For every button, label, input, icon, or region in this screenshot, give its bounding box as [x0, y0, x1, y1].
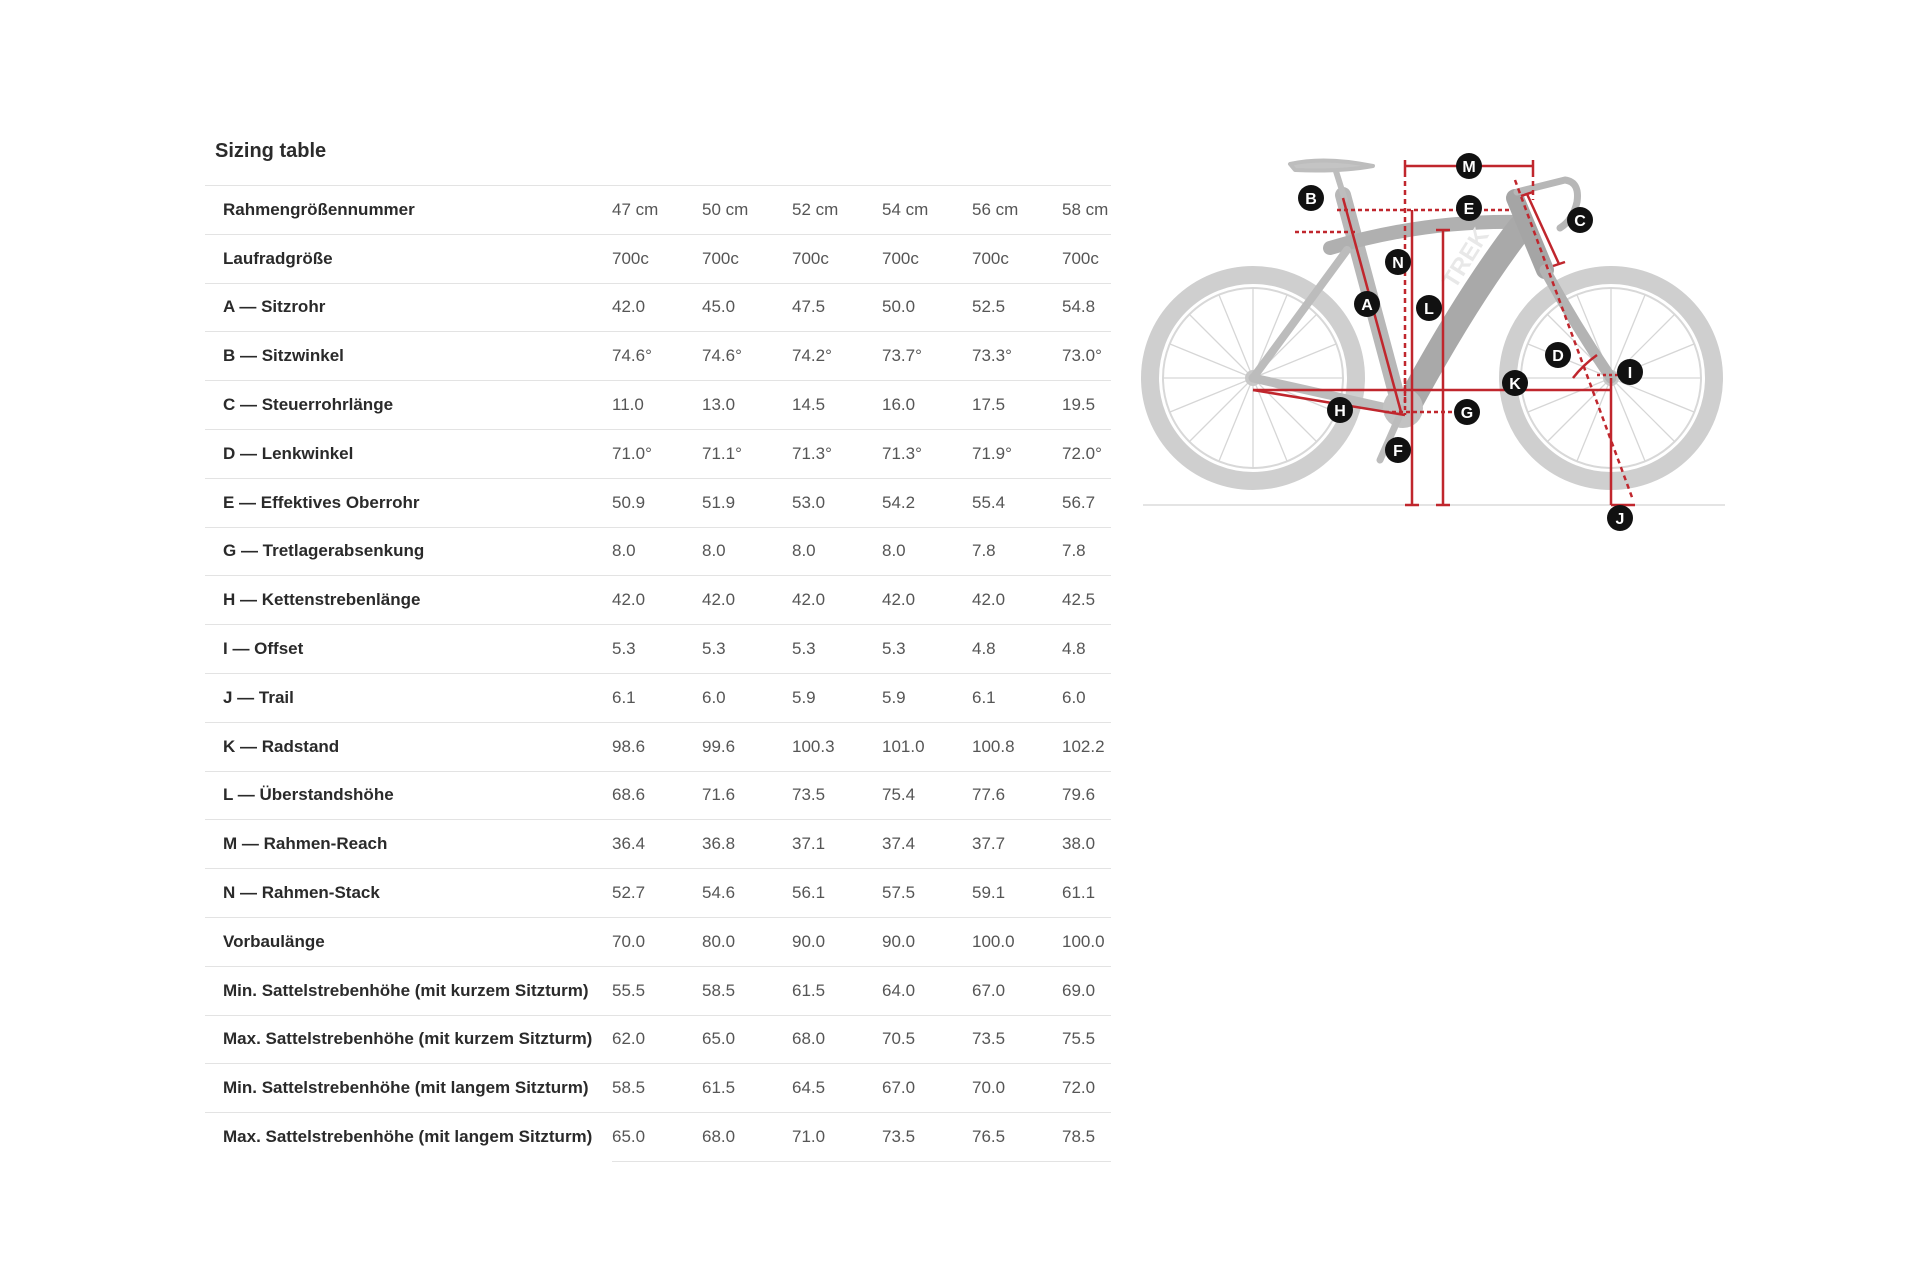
table-cell: 36.4 [612, 834, 646, 854]
table-cell: 42.0 [792, 590, 826, 610]
svg-text:G: G [1460, 405, 1474, 422]
table-cell: 7.8 [972, 541, 996, 561]
table-cell: 52.7 [612, 883, 646, 903]
table-cell: 71.1° [702, 443, 742, 463]
table-cell: 70.0 [612, 931, 646, 951]
row-label: B — Sitzwinkel [223, 346, 344, 366]
table-cell: 71.0 [792, 1113, 882, 1162]
table-cell: 76.5 [972, 1113, 1062, 1162]
table-cell: 42.0 [972, 590, 1006, 610]
table-cell: 50 cm [702, 199, 749, 219]
sizing-table [205, 185, 1111, 1162]
table-cell: 73.3° [972, 346, 1012, 366]
table-cell: 78.5 [1062, 1113, 1111, 1162]
table-cell: 98.6 [612, 736, 646, 756]
table-cell: 73.5 [792, 785, 826, 805]
row-label: D — Lenkwinkel [223, 443, 354, 463]
table-cell: 68.0 [792, 1029, 826, 1049]
table-cell: 5.9 [882, 687, 906, 707]
table-cell: 700c [792, 248, 829, 268]
svg-text:F: F [1393, 443, 1403, 460]
table-cell: 64.5 [792, 1078, 826, 1098]
marker-j [1607, 505, 1633, 531]
row-label: Min. Sattelstrebenhöhe (mit kurzem Sitzturm) [223, 980, 589, 1000]
table-row [205, 1064, 1111, 1113]
table-cell: 75.4 [882, 785, 916, 805]
table-cell: 56 cm [972, 199, 1019, 219]
row-label: A — Sitzrohr [223, 297, 326, 317]
table-cell: 19.5 [1062, 395, 1096, 415]
svg-text:B: B [1305, 191, 1317, 208]
svg-text:C: C [1574, 213, 1586, 230]
table-cell: 11.0 [612, 395, 644, 415]
row-label: M — Rahmen-Reach [223, 834, 388, 854]
svg-text:H: H [1334, 403, 1346, 420]
table-cell: 53.0 [792, 492, 826, 512]
table-cell: 59.1 [972, 883, 1006, 903]
table-cell: 58.5 [612, 1078, 646, 1098]
marker-i [1617, 359, 1643, 385]
table-row [205, 1015, 1111, 1064]
svg-text:K: K [1509, 376, 1521, 393]
table-cell: 79.6 [1062, 785, 1096, 805]
table-cell: 71.3° [882, 443, 922, 463]
table-row [205, 625, 1111, 674]
table-cell: 700c [882, 248, 919, 268]
marker-n [1385, 249, 1411, 275]
table-cell: 74.2° [792, 346, 832, 366]
table-row [205, 820, 1111, 869]
table-cell: 68.6 [612, 785, 646, 805]
row-label: L — Überstandshöhe [223, 785, 394, 805]
table-cell: 17.5 [972, 395, 1006, 415]
table-cell: 65.0 [702, 1029, 736, 1049]
table-cell: 64.0 [882, 980, 916, 1000]
svg-text:I: I [1627, 365, 1633, 382]
row-label: H — Kettenstrebenlänge [223, 590, 421, 610]
table-cell: 37.7 [972, 834, 1006, 854]
row-label: Vorbaulänge [223, 931, 325, 951]
table-cell: 5.3 [612, 639, 636, 659]
table-row [205, 234, 1111, 283]
marker-a [1354, 291, 1380, 317]
table-cell: 54 cm [882, 199, 929, 219]
table-cell: 73.0° [1062, 346, 1102, 366]
table-cell: 8.0 [792, 541, 816, 561]
table-cell: 8.0 [882, 541, 906, 561]
table-cell: 42.0 [882, 590, 916, 610]
table-cell: 5.9 [792, 687, 816, 707]
row-label: Min. Sattelstrebenhöhe (mit langem Sitzturm) [223, 1078, 589, 1098]
table-cell: 72.0 [1062, 1078, 1096, 1098]
table-row [205, 283, 1111, 332]
table-cell: 58 cm [1062, 199, 1109, 219]
table-row [205, 527, 1111, 576]
row-label: Max. Sattelstrebenhöhe (mit kurzem Sitzturm) [223, 1029, 593, 1049]
marker-d [1545, 342, 1571, 368]
table-cell: 54.8 [1062, 297, 1096, 317]
table-cell: 77.6 [972, 785, 1006, 805]
table-row [205, 478, 1111, 527]
table-cell: 70.0 [972, 1078, 1006, 1098]
table-row [205, 917, 1111, 966]
svg-text:N: N [1392, 255, 1404, 272]
table-cell: 4.8 [1062, 639, 1086, 659]
table-cell: 4.8 [972, 639, 996, 659]
marker-c [1567, 207, 1593, 233]
table-cell: 56.1 [792, 883, 826, 903]
table-cell: 58.5 [702, 980, 736, 1000]
table-cell: 54.6 [702, 883, 736, 903]
table-cell: 90.0 [792, 931, 826, 951]
table-cell: 700c [1062, 248, 1099, 268]
table-cell: 61.1 [1062, 883, 1096, 903]
table-cell: 102.2 [1062, 736, 1105, 756]
table-cell: 6.1 [612, 687, 636, 707]
table-cell: 5.3 [882, 639, 906, 659]
row-label: G — Tretlagerabsenkung [223, 541, 425, 561]
row-label: E — Effektives Oberrohr [223, 492, 420, 512]
svg-text:D: D [1552, 348, 1564, 365]
table-row [205, 332, 1111, 381]
svg-text:M: M [1462, 159, 1476, 176]
marker-f [1385, 437, 1411, 463]
table-cell: 13.0 [702, 395, 736, 415]
table-cell: 67.0 [882, 1078, 916, 1098]
marker-g [1454, 399, 1480, 425]
table-cell: 61.5 [792, 980, 826, 1000]
table-cell: 61.5 [702, 1078, 736, 1098]
table-cell: 42.0 [702, 590, 736, 610]
table-cell: 51.9 [702, 492, 736, 512]
table-cell: 71.6 [702, 785, 736, 805]
table-cell: 50.0 [882, 297, 916, 317]
table-cell: 71.9° [972, 443, 1012, 463]
table-cell: 74.6° [612, 346, 652, 366]
svg-text:A: A [1361, 297, 1373, 314]
table-cell: 55.4 [972, 492, 1006, 512]
table-cell: 700c [612, 248, 649, 268]
table-cell: 80.0 [702, 931, 736, 951]
row-label: I — Offset [223, 639, 304, 659]
table-cell: 62.0 [612, 1029, 646, 1049]
table-cell: 54.2 [882, 492, 916, 512]
row-label: Laufradgröße [223, 248, 333, 268]
sizing-table-body [205, 186, 1111, 1162]
table-row [205, 381, 1111, 430]
table-cell: 73.7° [882, 346, 922, 366]
marker-e [1456, 195, 1482, 221]
table-row [205, 1113, 1111, 1162]
table-cell: 37.1 [792, 834, 826, 854]
table-cell: 73.5 [972, 1029, 1006, 1049]
marker-m [1456, 153, 1482, 179]
table-cell: 700c [702, 248, 739, 268]
table-cell: 74.6° [702, 346, 742, 366]
table-cell: 42.0 [612, 297, 646, 317]
table-row [205, 722, 1111, 771]
row-label: Rahmengrößennummer [223, 199, 415, 219]
table-cell: 72.0° [1062, 443, 1102, 463]
table-cell: 14.5 [792, 395, 826, 415]
table-cell: 100.0 [1062, 931, 1105, 951]
table-cell: 6.0 [702, 687, 726, 707]
table-cell: 71.0° [612, 443, 652, 463]
row-label: Max. Sattelstrebenhöhe (mit langem Sitzturm) [223, 1127, 593, 1147]
table-cell: 100.8 [972, 736, 1015, 756]
table-cell: 70.5 [882, 1029, 916, 1049]
table-row [205, 771, 1111, 820]
row-label: C — Steuerrohrlänge [223, 395, 394, 415]
svg-text:J: J [1615, 511, 1625, 528]
table-cell: 90.0 [882, 931, 916, 951]
table-cell: 69.0 [1062, 980, 1096, 1000]
table-row [205, 429, 1111, 478]
table-cell: 38.0 [1062, 834, 1096, 854]
table-row [205, 186, 1111, 235]
row-label: J — Trail [223, 687, 294, 707]
table-row [205, 869, 1111, 918]
marker-k [1502, 370, 1528, 396]
table-cell: 52 cm [792, 199, 839, 219]
table-cell: 8.0 [702, 541, 726, 561]
table-row [205, 576, 1111, 625]
table-cell: 7.8 [1062, 541, 1086, 561]
table-cell: 5.3 [702, 639, 726, 659]
table-cell: 42.5 [1062, 590, 1096, 610]
table-cell: 42.0 [612, 590, 646, 610]
table-cell: 5.3 [792, 639, 816, 659]
table-title: Sizing table [215, 140, 327, 162]
marker-l [1416, 295, 1442, 321]
row-label: N — Rahmen-Stack [223, 883, 380, 903]
table-cell: 100.3 [792, 736, 835, 756]
table-cell: 68.0 [702, 1113, 792, 1162]
table-cell: 57.5 [882, 883, 916, 903]
table-cell: 700c [972, 248, 1009, 268]
table-cell: 47.5 [792, 297, 826, 317]
marker-b [1298, 185, 1324, 211]
table-cell: 71.3° [792, 443, 832, 463]
table-cell: 47 cm [612, 199, 659, 219]
marker-h [1327, 397, 1353, 423]
bike-geometry-diagram [1125, 150, 1735, 545]
table-cell: 16.0 [882, 395, 916, 415]
table-cell: 67.0 [972, 980, 1006, 1000]
table-cell: 101.0 [882, 736, 925, 756]
table-cell: 100.0 [972, 931, 1015, 951]
table-cell: 56.7 [1062, 492, 1096, 512]
table-cell: 73.5 [882, 1113, 972, 1162]
table-cell: 75.5 [1062, 1029, 1096, 1049]
table-cell: 37.4 [882, 834, 916, 854]
svg-text:L: L [1424, 301, 1434, 318]
table-cell: 65.0 [612, 1113, 702, 1162]
row-label: K — Radstand [223, 736, 340, 756]
table-cell: 6.1 [972, 687, 996, 707]
table-cell: 50.9 [612, 492, 646, 512]
table-cell: 36.8 [702, 834, 736, 854]
table-row [205, 673, 1111, 722]
table-cell: 45.0 [702, 297, 736, 317]
table-cell: 99.6 [702, 736, 736, 756]
table-cell: 6.0 [1062, 687, 1086, 707]
table-cell: 8.0 [612, 541, 636, 561]
brand-logo: TREK [1437, 223, 1495, 294]
table-row [205, 966, 1111, 1015]
svg-text:E: E [1463, 201, 1475, 218]
table-cell: 55.5 [612, 980, 646, 1000]
table-cell: 52.5 [972, 297, 1006, 317]
